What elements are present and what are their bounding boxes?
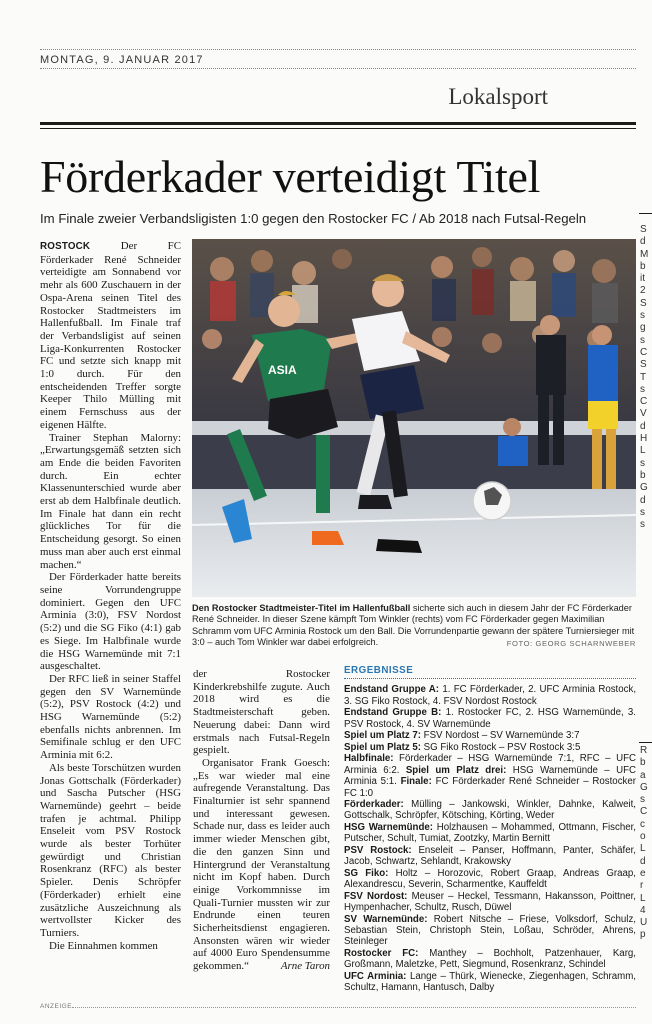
results-line: Spiel um Platz 5: SG Fiko Rostock – PSV Rostock 3:5 (344, 741, 581, 753)
edge-fragment: s (640, 506, 645, 518)
article-paragraph: Organisator Frank Goesch: „Es war wieder mal eine aufregende Veranstaltung. Das Finalturnier ist sehr spannend und interessant gewesen. Schade nur, dass es leider auch immer wieder Menschen gibt, die den ganzen Sinn und Hintergrund der Veranstaltung nicht im Kopf haben. Durch einige Vorkommnisse im Quali-Turnier mussten wir zur Endrunde einen teuren Sicherheitsdienst engagieren. Ansonsten wären wir wieder auf 4000 Euro Spendensumme gekommen.“ Arne Taron (193, 756, 330, 973)
edge-fragment: s (640, 794, 645, 806)
ad-dotted-rule (72, 1007, 636, 1008)
futsal-scene-illustration (192, 239, 636, 597)
edge-fragment: s (640, 457, 645, 469)
edge-fragment: b (640, 469, 646, 481)
edge-fragment: s (640, 519, 645, 531)
author-name: Arne Taron (280, 960, 330, 973)
edge-fragment: b (640, 260, 646, 272)
edge-fragment: 4 (640, 904, 646, 916)
results-line: Endstand Gruppe B: 1. Rostocker FC, 2. HSG Warnemünde, 3. PSV Rostock, 4. SV Warnemünde (344, 707, 636, 730)
article-paragraph: Als beste Torschützen wurden Jonas Gottschalk (Förderkader) und Sascha Putscher (HSG Warnemünde) geehrt – beide trafen je achtmal. Philipp Enseleit vom PSV Rostock wurde als bester Torhüter gewürdigt und Christian Rosenkranz (RFC) als bester Spieler. Denis Schröpfer (Förderkader) erhielt eine zusätzliche Auszeichnung als wertvollster Kicker des Turniers. (40, 761, 181, 939)
caption-body: sicherte sich auch in diesem Jahr der FC Förderkader René Schneider. In dieser Szene kämpft Tom Winkler (rechts) vom FC Förderkader gegen Maximilian Schramm vom UFC Arminia Rostock um den Ball. Die Vorrundenpartie gewann der spätere Turniersieger mit 3:0 – auch Tom Winkler war dabei erfolgreich. (192, 603, 635, 648)
results-line: Halbfinale: Förderkader – HSG Warnemünde 7:1, RFC – UFC Arminia 6:2. Spiel um Platz drei: HSG Warnemünde – UFC Arminia 5:1. Finale: FC Förderkader René Schneider – Rostocker FC 1:0 (344, 753, 637, 799)
caption-lead: Den Rostocker Stadtmeister-Titel im Hallenfußball (192, 603, 411, 613)
results-line: FSV Nordost: Meuser – Heckel, Tessmann, Hakansson, Poittner, Hympenhacher, Schultz, Rusch, Düwel (344, 890, 636, 914)
edge-fragment: b (640, 757, 646, 769)
edge-fragment: c (640, 818, 645, 830)
section-title: Lokalsport (448, 84, 548, 109)
results-box (344, 665, 636, 994)
edge-fragment: H (640, 433, 648, 445)
section-thin-rule (40, 128, 636, 129)
edge-fragment: M (640, 248, 649, 260)
edge-fragment: C (640, 806, 648, 818)
article-paragraph: Der Förderkader hatte bereits seine Vorrundengruppe dominiert. Gegen den UFC Arminia (3:0), FSV Nordost (5:2) und die SG Fiko (4:1) gab es Siege. Im Halbfinale wurde die HSG Warnemünde mit 7:1 ausgeschaltet. (40, 571, 181, 673)
edge-fragment: U (640, 917, 648, 929)
edge-column-rule (639, 213, 652, 214)
article-photo (192, 239, 636, 597)
edge-fragment: r (640, 880, 644, 892)
results-line: SG Fiko: Holtz – Horozovic, Robert Graap, Andreas Graap, Alexandrescu, Severin, Scharmentke, Kauffeldt (344, 867, 636, 891)
article-subheadline: Im Finale zweier Verbandsligisten 1:0 gegen den Rostocker FC / Ab 2018 nach Futsal-Regeln (40, 211, 587, 226)
edge-fragment: d (640, 236, 646, 248)
edge-fragment: C (640, 396, 648, 408)
edge-column-top (640, 224, 652, 531)
edge-fragment: s (640, 383, 645, 395)
edge-fragment: L (640, 843, 646, 855)
issue-date: MONTAG, 9. JANUAR 2017 (40, 54, 204, 66)
results-line: Spiel um Platz 7: FSV Nordost – SV Warnemünde 3:7 (344, 730, 580, 742)
date-dotted-rule (40, 68, 636, 69)
edge-fragment: G (640, 781, 648, 793)
edge-fragment: L (640, 445, 646, 457)
article-column-1 (40, 240, 181, 952)
article-column-2 (193, 668, 330, 973)
article-paragraph: ROSTOCK Der FC Förderkader René Schneider verteidigte am Sonnabend vor mehr als 600 Zuschauern in der Ospa-Arena seinen Titel des Rostocker Stadtmeisters im Hallenfußball. Im Finale traf der Verbandsligist auf seinen Liga-Konkurrenten Rostocker FC und setzte sich knapp mit 1:0 durch. Für den entscheidenden Treffer sorgte Keeper Thilo Mülling mit einem Fernschuss aus der eigenen Hälfte. (40, 240, 181, 431)
results-line: UFC Arminia: Lange – Thürk, Wienecke, Ziegenhagen, Schramm, Schultz, Hamann, Hantusch, Dalby (344, 970, 636, 994)
photo-credit: FOTO: GEORG SCHARNWEBER (506, 639, 636, 649)
results-title: ERGEBNISSE (344, 665, 636, 679)
jersey-sponsor-text: ASIA (268, 363, 297, 377)
results-line: Endstand Gruppe A: 1. FC Förderkader, 2. UFC Arminia Rostock, 3. SG Fiko Rostock, 4. FSV Nordost Rostock (344, 684, 637, 707)
article-paragraph: Trainer Stephan Malorny: „Erwartungsgemäß setzten sich am Ende die beiden Favoriten durch. Ein echter Klassenunterschied wurde aber erst ab dem Halbfinale deutlich. Im Finale hat dann ein recht glückliches Tor für die Entscheidung gesorgt. So einen muss man aber auch erst einmal machen.“ (40, 431, 181, 571)
edge-fragment: 2 (640, 285, 646, 297)
article-paragraph: der Rostocker Kinderkrebshilfe zugute. Auch 2018 wird es die Stadtmeisterschaft geben. Neuerung dabei: Dann wird erstmals nach Futsal-Regeln gespielt. (193, 668, 330, 757)
photo-caption (192, 603, 636, 650)
edge-fragment: p (640, 929, 646, 941)
edge-column-bottom (640, 745, 652, 942)
edge-fragment: S (640, 297, 647, 309)
article-paragraph: Der RFC ließ in seiner Staffel gegen den SV Warnemünde (5:2), PSV Rostock (4:2) und HSG Warnemünde (5:2) ebenfalls nichts anbrennen. Im Semifinale schlug er den UFC Arminia mit 6:2. (40, 672, 181, 762)
edge-fragment: V (640, 408, 647, 420)
ad-label: ANZEIGE (40, 1003, 73, 1010)
article-headline: Förderkader verteidigt Titel (40, 151, 541, 202)
edge-fragment: s (640, 310, 645, 322)
dateline-city: ROSTOCK (40, 241, 91, 252)
results-line: PSV Rostock: Enseleit – Panser, Hoffmann, Panter, Schäfer, Jacob, Schwartz, Sehlandt, Krakowsky (344, 844, 637, 868)
edge-fragment: s (640, 334, 645, 346)
edge-fragment: T (640, 371, 647, 383)
section-heavy-rule (40, 122, 636, 125)
edge-fragment: e (640, 867, 646, 879)
edge-fragment: G (640, 482, 648, 494)
top-dotted-rule (40, 49, 636, 50)
results-line: HSG Warnemünde: Holzhausen – Mohammed, Ottmann, Fischer, Putscher, Schult, Tumiat, Zootzky, Martin Bernitt (344, 821, 636, 845)
results-line: Rostocker FC: Manthey – Bochholt, Patzenhauer, Karg, Großmann, Maletzke, Pett, Siegmund, Rosenkranz, Schindel (344, 947, 636, 971)
results-line: SV Warnemünde: Robert Nitsche – Friese, Volksdorf, Schulz, Sebastian Stein, Christoph Stein, Loßau, Schröder, Ahrens, Steinleger (344, 913, 636, 948)
edge-column-rule-2 (639, 742, 652, 743)
article-paragraph: Die Einnahmen kommen (49, 939, 158, 952)
edge-fragment: d (640, 494, 646, 506)
edge-fragment: L (640, 892, 646, 904)
results-line: Förderkader: Mülling – Jankowski, Winkler, Dahnke, Kalweit, Gottschalk, Schröpfer, Kötsching, Körting, Weder (344, 798, 636, 822)
edge-fragment: C (640, 346, 648, 358)
edge-fragment: d (640, 855, 646, 867)
edge-fragment: it (640, 273, 645, 285)
edge-fragment: S (640, 359, 647, 371)
edge-fragment: a (640, 769, 646, 781)
edge-fragment: S (640, 224, 647, 235)
edge-fragment: d (640, 420, 646, 432)
edge-fragment: o (640, 831, 646, 843)
edge-fragment: R (640, 745, 648, 756)
edge-fragment: g (640, 322, 646, 334)
